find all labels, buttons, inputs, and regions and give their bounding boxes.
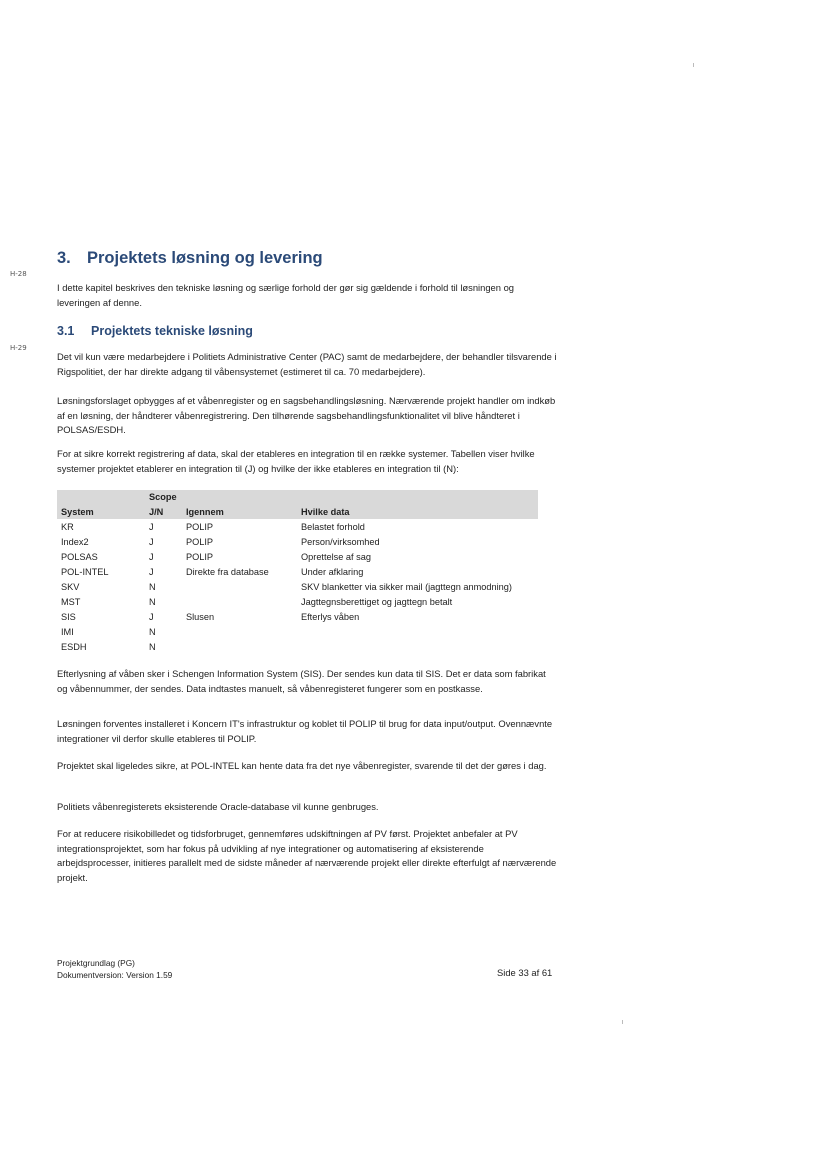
section-intro: I dette kapitel beskrives den tekniske løsning og særlige forhold der gør sig gældende i forhold til løsningen og leveringen af denne.: [57, 282, 515, 308]
table-header-row-top: [57, 490, 538, 504]
paragraph-pol-intel: Projektet skal ligeledes sikre, at POL-INTEL kan hente data fra det nye våbenregister, svarende til det der gøres i dag.: [57, 760, 547, 771]
footer-doc-version: Dokumentversion: Version 1.59: [57, 970, 173, 980]
table-cell-data: [297, 624, 538, 639]
table-cell-data: [297, 639, 538, 654]
table-cell-scope: N: [149, 626, 156, 637]
table-header-scope: J/N: [145, 504, 182, 519]
table-cell-scope: J: [149, 611, 154, 622]
table-cell-via: Slusen: [186, 611, 215, 622]
table-cell-data: Efterlys våben: [301, 611, 360, 622]
table-cell-data: Belastet forhold: [301, 521, 365, 532]
subsection-heading: [57, 324, 253, 338]
table-header-via: Igennem: [182, 504, 297, 519]
scan-speck: [693, 63, 694, 67]
table-cell-system: SIS: [61, 611, 76, 622]
paragraph-access: Det vil kun være medarbejdere i Politiets Administrative Center (PAC) samt de medarbejdere, der behandler tilsvarende i Rigspolitiet, der har direkte adgang til våbensystemet (estimeret til ca. 70 medarbejdere).: [57, 351, 557, 377]
table-cell-system: SKV: [61, 581, 80, 592]
section-heading: [57, 249, 323, 268]
paragraph-database: Politiets våbenregisterets eksisterende Oracle-database vil kunne genbruges.: [57, 801, 379, 812]
table-cell-system: ESDH: [61, 641, 87, 652]
margin-note-h29: H-29: [10, 344, 27, 352]
table-cell-data: Oprettelse af sag: [301, 551, 371, 562]
table-header-cell: [182, 490, 297, 504]
table-header-row: [57, 504, 538, 519]
table-row: [57, 534, 538, 549]
table-cell-via: Direkte fra database: [186, 566, 269, 577]
table-cell-system: MST: [61, 596, 81, 607]
table-cell-scope: J: [149, 536, 154, 547]
table-cell-via: [182, 579, 297, 594]
table-header-data: Hvilke data: [297, 504, 538, 519]
table-cell-via: [182, 624, 297, 639]
subsection-title: Projektets tekniske løsning: [91, 324, 253, 338]
footer-doc-name: Projektgrundlag (PG): [57, 958, 135, 968]
table-cell-data: SKV blanketter via sikker mail (jagttegn anmodning): [301, 581, 512, 592]
section-number: 3.: [57, 249, 71, 267]
table-header-cell: Scope: [145, 490, 182, 504]
table-cell-scope: N: [149, 641, 156, 652]
table-row: [57, 519, 538, 534]
paragraph-infrastructure: Løsningen forventes installeret i Koncern IT's infrastruktur og koblet til POLIP til brug for data input/output. Ovennævnte integrationer vil derfor skulle etableres til POLIP.: [57, 718, 553, 744]
table-cell-via: [182, 639, 297, 654]
table-cell-system: POL-INTEL: [61, 566, 109, 577]
table-header-cell: [297, 490, 538, 504]
table-cell-system: IMI: [61, 626, 74, 637]
table-cell-data: Person/virksomhed: [301, 536, 380, 547]
subsection-number: 3.1: [57, 324, 75, 338]
table-cell-scope: J: [149, 566, 154, 577]
table-cell-via: [182, 594, 297, 609]
table-cell-scope: J: [149, 521, 154, 532]
table-cell-scope: N: [149, 581, 156, 592]
table-row: [57, 624, 538, 639]
margin-note-h28: H-28: [10, 270, 27, 278]
table-row: [57, 579, 538, 594]
table-cell-via: POLIP: [186, 521, 214, 532]
scan-speck: [622, 1020, 623, 1024]
table-row: [57, 564, 538, 579]
table-row: [57, 639, 538, 654]
footer-document-info: [57, 957, 172, 981]
table-cell-scope: N: [149, 596, 156, 607]
table-cell-scope: J: [149, 551, 154, 562]
section-title: Projektets løsning og levering: [87, 249, 323, 267]
table-header-cell: [57, 490, 145, 504]
table-row: [57, 594, 538, 609]
table-cell-data: Under afklaring: [301, 566, 364, 577]
paragraph-solution: Løsningsforslaget opbygges af et våbenregister og en sagsbehandlingsløsning. Nærværende projekt handler om indkøb af en løsning, der håndterer våbenregistrering. Den tilhørende sagsbehandlingsfunktionalitet vil blive håndteret i POLSAS/ESDH.: [57, 395, 556, 435]
table-cell-system: KR: [61, 521, 74, 532]
paragraph-sis: Efterlysning af våben sker i Schengen Information System (SIS). Der sendes kun data til SIS. Det er data som fabrikat og våbennummer, der sendes. Data indtastes manuelt, så våbenregisteret fungerer som en postkasse.: [57, 668, 546, 694]
table-cell-system: POLSAS: [61, 551, 98, 562]
integration-table: [57, 490, 538, 654]
table-cell-data: Jagttegnsberettiget og jagttegn betalt: [301, 596, 453, 607]
table-cell-system: Index2: [61, 536, 89, 547]
table-header-system: System: [57, 504, 145, 519]
footer-page-number: Side 33 af 61: [497, 967, 553, 978]
table-cell-via: POLIP: [186, 536, 214, 547]
table-cell-via: POLIP: [186, 551, 214, 562]
paragraph-risk: For at reducere risikobilledet og tidsforbruget, gennemføres udskiftningen af PV først. Projektet anbefaler at PV integrationsprojektet, som har fokus på udvikling af nye integrationer og automatisering af eksisterende arbejdsprocesser, initieres parallelt med de sidste måneder af nærværende projekt eller direkte efterfulgt af nærværende projekt.: [57, 828, 557, 883]
paragraph-integration: For at sikre korrekt registrering af data, skal der etableres en integration til en række systemer. Tabellen viser hvilke systemer projektet etablerer en integration til (J) og hvilke der ikke etableres en integration til (N):: [57, 448, 535, 474]
table-row: [57, 549, 538, 564]
table-row: [57, 609, 538, 624]
